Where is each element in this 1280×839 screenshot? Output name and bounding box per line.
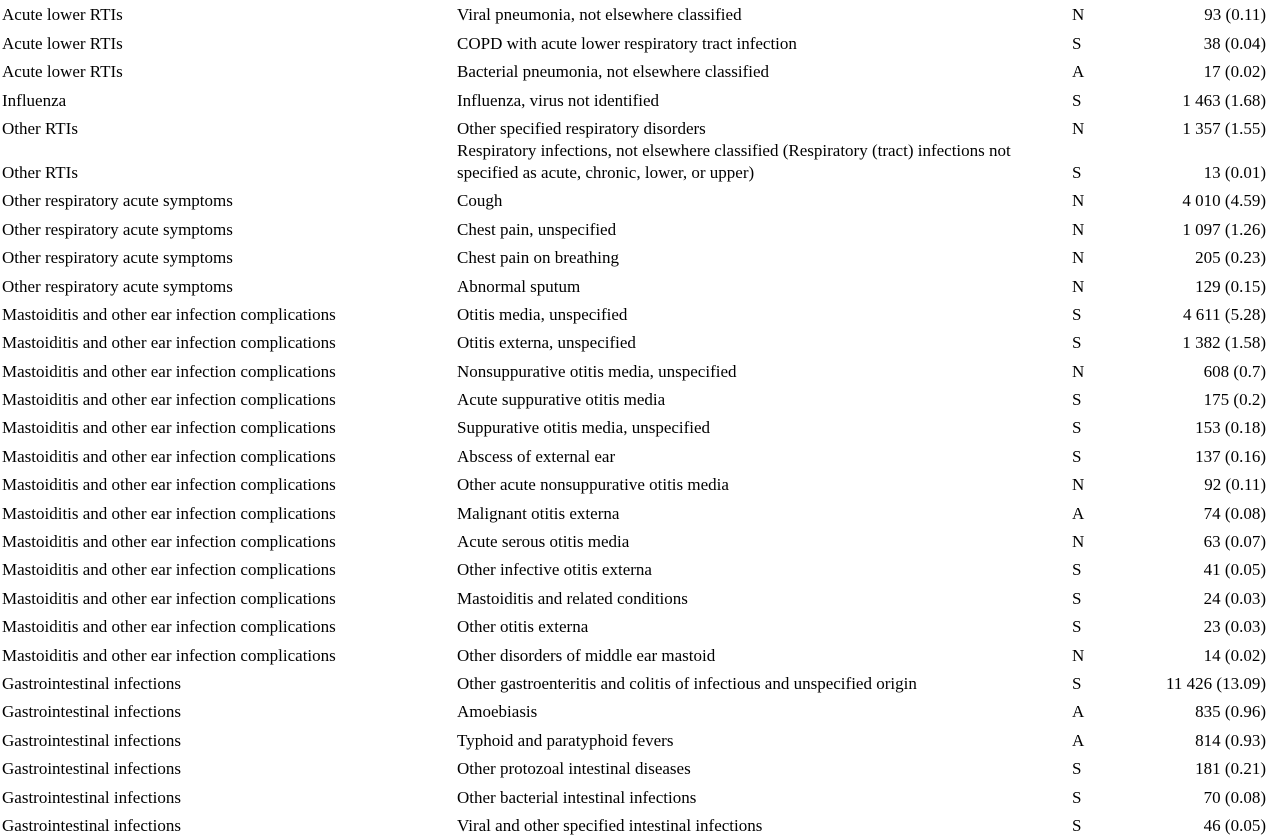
- type-cell: S: [1072, 446, 1082, 466]
- type-cell: S: [1072, 304, 1082, 324]
- table-row: [0, 498, 1280, 526]
- diagnosis-cell: Abscess of external ear: [457, 446, 616, 466]
- table-row: [0, 470, 1280, 498]
- diagnosis-cell: Otitis externa, unspecified: [457, 333, 636, 353]
- category-cell: Mastoiditis and other ear infection complications: [2, 503, 336, 523]
- type-cell: S: [1072, 759, 1082, 779]
- diagnosis-cell: Amoebiasis: [457, 702, 538, 722]
- count-cell: 175 (0.2): [1203, 390, 1266, 410]
- category-cell: Mastoiditis and other ear infection complications: [2, 390, 336, 410]
- category-cell: Gastrointestinal infections: [2, 702, 181, 722]
- category-cell: Mastoiditis and other ear infection complications: [2, 333, 336, 353]
- type-cell: A: [1072, 730, 1085, 750]
- diagnosis-cell: Suppurative otitis media, unspecified: [457, 418, 711, 438]
- type-cell: N: [1072, 361, 1085, 381]
- type-cell: S: [1072, 617, 1082, 637]
- table-row: [0, 555, 1280, 583]
- table-row: [0, 57, 1280, 85]
- diagnosis-cell: Otitis media, unspecified: [457, 304, 628, 324]
- category-cell: Mastoiditis and other ear infection complications: [2, 418, 336, 438]
- category-cell: Gastrointestinal infections: [2, 759, 181, 779]
- table-row: [0, 243, 1280, 271]
- category-cell: Gastrointestinal infections: [2, 673, 181, 693]
- count-cell: 4 010 (4.59): [1182, 191, 1266, 211]
- count-cell: 181 (0.21): [1195, 759, 1266, 779]
- diagnosis-cell: Acute serous otitis media: [457, 532, 630, 552]
- count-cell: 1 382 (1.58): [1182, 333, 1266, 353]
- table-row: [0, 754, 1280, 782]
- diagnosis-cell: Abnormal sputum: [457, 276, 581, 296]
- count-cell: 92 (0.11): [1204, 475, 1266, 495]
- diagnosis-cell: Other gastroenteritis and colitis of infectious and unspecified origin: [457, 673, 917, 693]
- table-row: [0, 28, 1280, 56]
- table-row: [0, 142, 1280, 186]
- table-row: [0, 527, 1280, 555]
- diagnosis-cell: Bacterial pneumonia, not elsewhere classified: [457, 62, 770, 82]
- category-cell: Other respiratory acute symptoms: [2, 219, 233, 239]
- table-row: [0, 811, 1280, 839]
- count-cell: 153 (0.18): [1195, 418, 1266, 438]
- diagnosis-cell: Mastoiditis and related conditions: [457, 588, 688, 608]
- category-cell: Other RTIs: [2, 118, 78, 138]
- table-row: [0, 612, 1280, 640]
- count-cell: 129 (0.15): [1195, 276, 1266, 296]
- type-cell: S: [1072, 162, 1082, 182]
- category-cell: Acute lower RTIs: [2, 62, 123, 82]
- category-cell: Mastoiditis and other ear infection complications: [2, 645, 336, 665]
- count-cell: 93 (0.11): [1204, 5, 1266, 25]
- table-row: [0, 782, 1280, 810]
- diagnosis-cell: Other bacterial intestinal infections: [457, 787, 697, 807]
- category-cell: Mastoiditis and other ear infection complications: [2, 617, 336, 637]
- diagnosis-cell: COPD with acute lower respiratory tract infection: [457, 33, 797, 53]
- count-cell: 74 (0.08): [1203, 503, 1266, 523]
- diagnosis-cell: Other otitis externa: [457, 617, 589, 637]
- category-cell: Mastoiditis and other ear infection complications: [2, 361, 336, 381]
- count-cell: 1 463 (1.68): [1182, 90, 1266, 110]
- category-cell: Mastoiditis and other ear infection complications: [2, 588, 336, 608]
- category-cell: Mastoiditis and other ear infection complications: [2, 475, 336, 495]
- table-row: [0, 300, 1280, 328]
- count-cell: 38 (0.04): [1203, 33, 1266, 53]
- diagnosis-cell: Other infective otitis externa: [457, 560, 652, 580]
- count-cell: 814 (0.93): [1195, 730, 1266, 750]
- category-cell: Other RTIs: [2, 162, 78, 182]
- count-cell: 13 (0.01): [1203, 162, 1266, 182]
- category-cell: Gastrointestinal infections: [2, 730, 181, 750]
- type-cell: S: [1072, 588, 1082, 608]
- type-cell: S: [1072, 33, 1082, 53]
- table-row: [0, 328, 1280, 356]
- count-cell: 608 (0.7): [1203, 361, 1266, 381]
- type-cell: A: [1072, 503, 1085, 523]
- category-cell: Other respiratory acute symptoms: [2, 248, 233, 268]
- table-row: [0, 441, 1280, 469]
- table-row: [0, 583, 1280, 611]
- diagnosis-cell: Other specified respiratory disorders: [457, 118, 706, 138]
- category-cell: Gastrointestinal infections: [2, 787, 181, 807]
- count-cell: 17 (0.02): [1203, 62, 1266, 82]
- diagnosis-cell: Nonsuppurative otitis media, unspecified: [457, 361, 737, 381]
- type-cell: N: [1072, 645, 1085, 665]
- diagnosis-cell: Influenza, virus not identified: [457, 90, 660, 110]
- type-cell: N: [1072, 118, 1085, 138]
- type-cell: S: [1072, 787, 1082, 807]
- category-cell: Mastoiditis and other ear infection complications: [2, 560, 336, 580]
- type-cell: N: [1072, 219, 1085, 239]
- count-cell: 205 (0.23): [1195, 248, 1266, 268]
- category-cell: Mastoiditis and other ear infection complications: [2, 446, 336, 466]
- count-cell: 11 426 (13.09): [1166, 673, 1266, 693]
- count-cell: 70 (0.08): [1203, 787, 1266, 807]
- diagnosis-cell: Other protozoal intestinal diseases: [457, 759, 691, 779]
- category-cell: Gastrointestinal infections: [2, 815, 181, 835]
- type-cell: N: [1072, 5, 1085, 25]
- diagnosis-cell: Typhoid and paratyphoid fevers: [457, 730, 674, 750]
- table-row: [0, 385, 1280, 413]
- type-cell: N: [1072, 475, 1085, 495]
- count-cell: 46 (0.05): [1203, 815, 1266, 835]
- count-cell: 1 097 (1.26): [1182, 219, 1266, 239]
- table-row: [0, 697, 1280, 725]
- count-cell: 63 (0.07): [1203, 532, 1266, 552]
- type-cell: N: [1072, 276, 1085, 296]
- type-cell: A: [1072, 702, 1085, 722]
- diagnosis-cell: Malignant otitis externa: [457, 503, 620, 523]
- category-cell: Acute lower RTIs: [2, 33, 123, 53]
- table-row: [0, 114, 1280, 142]
- type-cell: N: [1072, 191, 1085, 211]
- diagnosis-cell: Chest pain on breathing: [457, 248, 619, 268]
- type-cell: S: [1072, 673, 1082, 693]
- count-cell: 1 357 (1.55): [1182, 118, 1266, 138]
- table-row: [0, 640, 1280, 668]
- count-cell: 14 (0.02): [1203, 645, 1266, 665]
- type-cell: S: [1072, 90, 1082, 110]
- count-cell: 835 (0.96): [1195, 702, 1266, 722]
- type-cell: S: [1072, 560, 1082, 580]
- category-cell: Mastoiditis and other ear infection complications: [2, 532, 336, 552]
- category-cell: Other respiratory acute symptoms: [2, 276, 233, 296]
- table-row: [0, 186, 1280, 214]
- type-cell: S: [1072, 418, 1082, 438]
- diagnosis-cell: Viral pneumonia, not elsewhere classified: [457, 5, 742, 25]
- diagnosis-cell: Viral and other specified intestinal infections: [457, 815, 763, 835]
- type-cell: S: [1072, 390, 1082, 410]
- type-cell: N: [1072, 248, 1085, 268]
- category-cell: Other respiratory acute symptoms: [2, 191, 233, 211]
- table-row: [0, 413, 1280, 441]
- table-row: [0, 85, 1280, 113]
- count-cell: 24 (0.03): [1203, 588, 1266, 608]
- diagnosis-cell: Other acute nonsuppurative otitis media: [457, 475, 729, 495]
- type-cell: S: [1072, 815, 1082, 835]
- category-cell: Influenza: [2, 90, 67, 110]
- category-cell: Acute lower RTIs: [2, 5, 123, 25]
- count-cell: 41 (0.05): [1203, 560, 1266, 580]
- table-row: [0, 214, 1280, 242]
- count-cell: 4 611 (5.28): [1183, 304, 1266, 324]
- diagnosis-cell: Respiratory infections, not elsewhere classified (Respiratory (tract) infections not specified as acute, chronic, lower, or upper): [457, 140, 1011, 182]
- diagnosis-cell: Other disorders of middle ear mastoid: [457, 645, 716, 665]
- table-row: [0, 669, 1280, 697]
- table-row: [0, 0, 1280, 28]
- count-cell: 23 (0.03): [1203, 617, 1266, 637]
- count-cell: 137 (0.16): [1195, 446, 1266, 466]
- diagnosis-cell: Acute suppurative otitis media: [457, 390, 666, 410]
- table-row: [0, 271, 1280, 299]
- diagnosis-cell: Cough: [457, 191, 503, 211]
- category-cell: Mastoiditis and other ear infection complications: [2, 304, 336, 324]
- table-row: [0, 356, 1280, 384]
- diagnosis-cell: Chest pain, unspecified: [457, 219, 617, 239]
- type-cell: N: [1072, 532, 1085, 552]
- type-cell: S: [1072, 333, 1082, 353]
- type-cell: A: [1072, 62, 1085, 82]
- table-row: [0, 725, 1280, 753]
